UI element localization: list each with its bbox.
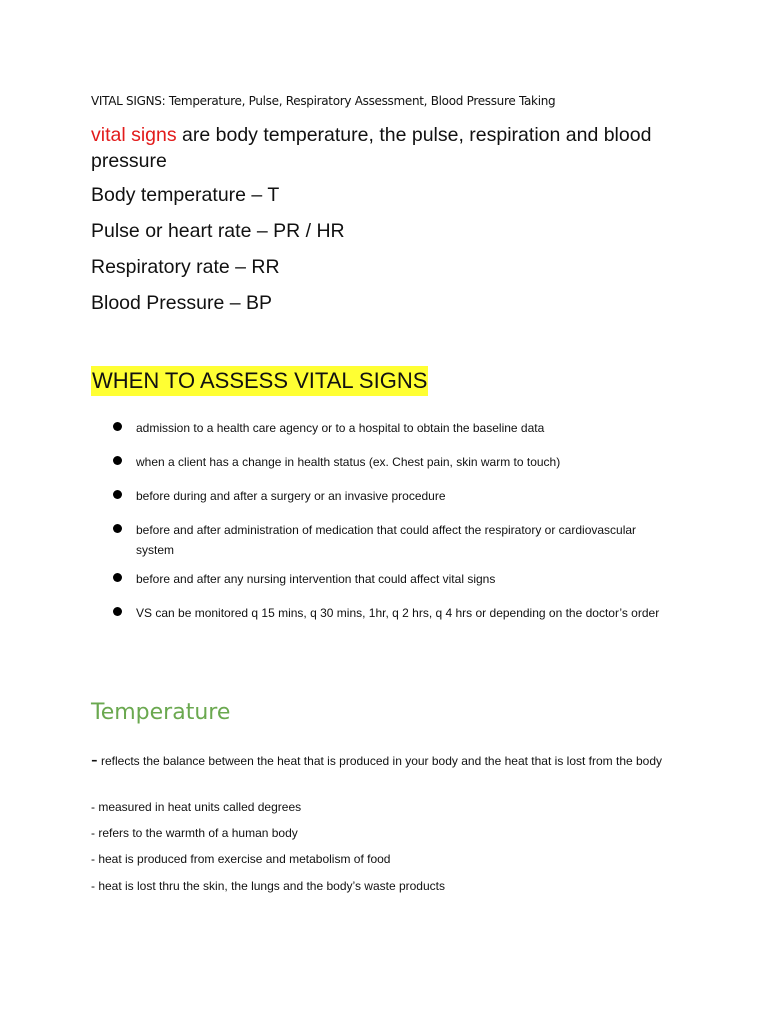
bullet-icon bbox=[113, 490, 122, 499]
bullet-icon bbox=[113, 456, 122, 465]
temperature-point: - heat is produced from exercise and metabolism of food bbox=[91, 852, 391, 866]
temperature-heading: Temperature bbox=[91, 700, 231, 725]
document-page: VITAL SIGNS: Temperature, Pulse, Respiratory Assessment, Blood Pressure Taking vital signs are body temperature, the pulse, respiration and blood pressure Body temperature – T Pulse or heart rate – PR / HR Respiratory rate – RR Blood Pressure – BP WHEN TO ASSESS VITAL SIGNS admission to a health care agency or to a hospital to obtain the baseline data when a client has a change in health status (ex. Chest pain, skin warm to touch) before during and after a surgery or an invasive procedure before and after administration of medication that could affect the respiratory or cardiovascular system before and after any nursing intervention that could affect vital signs VS can be monitored q 15 mins, q 30 mins, 1hr, q 2 hrs, q 4 hrs or depending on the doctor’s order Temperature - reflects the balance between the heat that is produced in your body and the heat that is lost from the body - measured in heat units called degrees - refers to the warmth of a human body - heat is produced from exercise and metabolism of food - heat is lost thru the skin, the lungs and the body’s waste products bbox=[0, 0, 768, 1024]
abbreviation-blood-pressure: Blood Pressure – BP bbox=[91, 292, 273, 314]
document-title: VITAL SIGNS: Temperature, Pulse, Respiratory Assessment, Blood Pressure Taking bbox=[91, 94, 556, 108]
temperature-point: - measured in heat units called degrees bbox=[91, 800, 302, 814]
bullet-icon bbox=[113, 422, 122, 431]
abbreviation-pulse: Pulse or heart rate – PR / HR bbox=[91, 220, 345, 242]
abbreviation-temperature: Body temperature – T bbox=[91, 184, 280, 206]
bullet-icon bbox=[113, 607, 122, 616]
temperature-point: - heat is lost thru the skin, the lungs and the body’s waste products bbox=[91, 879, 445, 893]
temperature-point: - refers to the warmth of a human body bbox=[91, 826, 298, 840]
vital-signs-definition bbox=[91, 122, 691, 174]
abbreviation-respiratory: Respiratory rate – RR bbox=[91, 256, 280, 278]
bullet-icon bbox=[113, 573, 122, 582]
dash-marker: - bbox=[91, 749, 98, 771]
temperature-point: - reflects the balance between the heat that is produced in your body and the heat that is lost from the body bbox=[91, 749, 663, 771]
when-to-assess-heading: WHEN TO ASSESS VITAL SIGNS bbox=[91, 366, 428, 396]
vital-signs-term: vital signs bbox=[91, 124, 177, 146]
definition-text: are body temperature, the pulse, respiration and blood pressure bbox=[91, 124, 652, 172]
bullet-icon bbox=[113, 524, 122, 533]
